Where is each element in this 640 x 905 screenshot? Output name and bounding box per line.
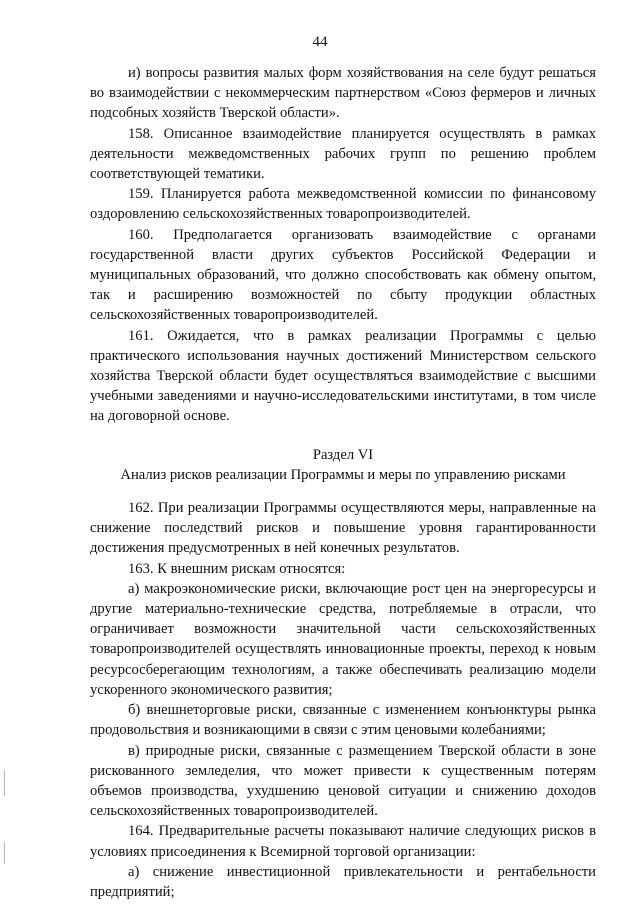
paragraph-158: 158. Описанное взаимодействие планируется осуществлять в рамках деятельности межведомственных рабочих групп по решению проблем соответствующей тематики.: [90, 125, 596, 183]
paragraph-162: 162. При реализации Программы осуществляются меры, направленные на снижение последствий рисков и повышение уровня гарантированности достижения предусмотренных в ней конечных результатов.: [90, 500, 596, 557]
scan-edge-mark: [4, 842, 5, 864]
paragraph-163: 163. К внешним рискам относятся:: [128, 560, 346, 577]
paragraph-164-a: а) снижение инвестиционной привлекательности и рентабельности предприятий;: [90, 863, 596, 900]
paragraph-163-a: а) макроэкономические риски, включающие рост цен на энергоресурсы и другие материально-технические средства, потребляемые в отрасли, что ограничивает возможности значительной части сельскохозяйственных товаропроизводителей осуществлять инновационные проекты, переход к новым ресурсосберегающим технологиям, а также обеспечивать реализацию модели ускоренного экономического развития;: [90, 580, 596, 698]
page-number: 44: [312, 34, 328, 50]
paragraph-161: 161. Ожидается, что в рамках реализации Программы с целью практического использования научных достижений Министерством сельского хозяйства Тверской области будет осуществляться взаимодействие с высшими учебными заведениями и научно-исследовательскими институтами, в том числе на договорной основе.: [90, 327, 596, 425]
paragraph-157-i: и) вопросы развития малых форм хозяйствования на селе будут решаться во взаимодействии с некоммерческим партнерством «Союз фермеров и личных подсобных хозяйств Тверской области».: [90, 65, 596, 122]
paragraph-163-b: б) внешнеторговые риски, связанные с изменением конъюнктуры рынка продовольствия и возникающими в связи с этим ценовыми колебаниями;: [90, 702, 596, 739]
section-subtitle: Анализ рисков реализации Программы и меры по управлению рисками: [120, 466, 566, 483]
paragraph-163-v: в) природные риски, связанные с размещением Тверской области в зоне рискованного земледелия, что может привести к существенным потерям объемов производства, ухудшению ценовой ситуации и снижению доходов сельскохозяйственных товаропроизводителей.: [90, 742, 596, 820]
scan-edge-mark: [4, 770, 5, 796]
paragraph-159: 159. Планируется работа межведомственной комиссии по финансовому оздоровлению сельскохозяйственных товаропроизводителей.: [90, 186, 596, 223]
paragraph-164: 164. Предварительные расчеты показывают наличие следующих рисков в условиях присоединения к Всемирной торговой организации:: [90, 823, 596, 860]
section-title: Раздел VI: [312, 446, 374, 463]
document-body: [90, 63, 596, 902]
paragraph-160: 160. Предполагается организовать взаимодействие с органами государственной власти других субъектов Российской Федерации и муниципальных образований, что должно способствовать как обмену опытом, так и расширению возможностей по сбыту продукции областных сельскохозяйственных товаропроизводителей.: [90, 226, 596, 324]
